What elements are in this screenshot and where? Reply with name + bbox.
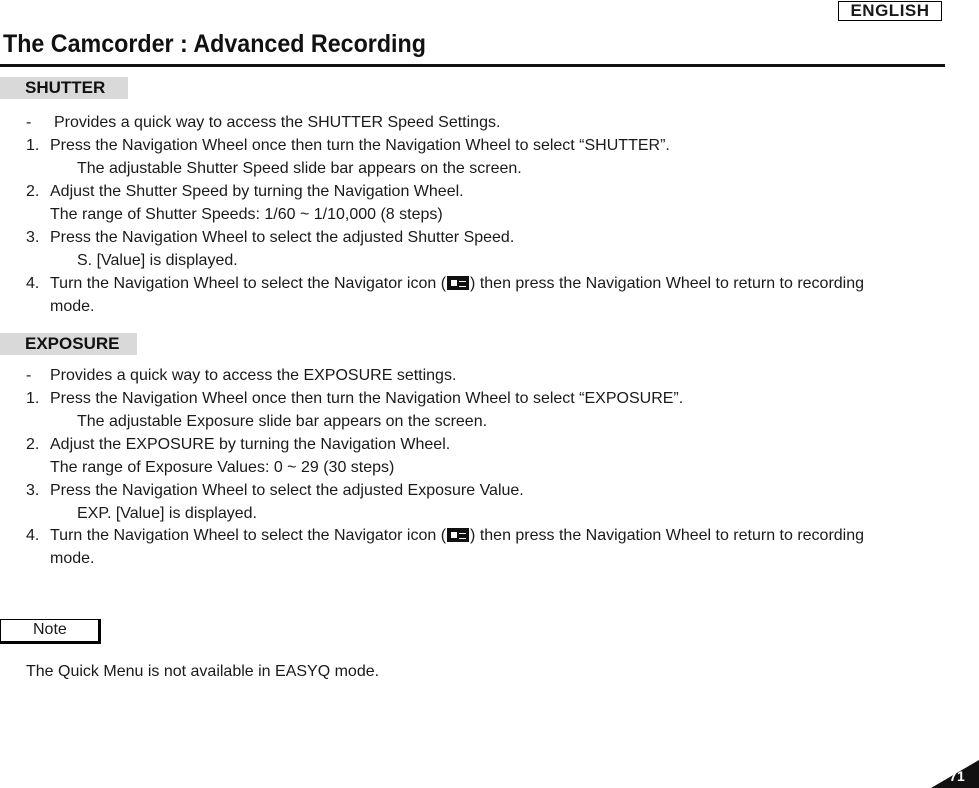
shutter-step-4-cont: mode. <box>50 298 95 315</box>
shutter-step-3-sub: S. [Value] is displayed. <box>77 252 238 269</box>
exposure-intro: - Provides a quick way to access the EXPOSURE settings. <box>26 367 457 384</box>
exposure-step-4-cont: mode. <box>50 550 95 567</box>
shutter-step-2: 2. Adjust the Shutter Speed by turning the Navigation Wheel. <box>26 183 464 200</box>
shutter-step-1-sub: The adjustable Shutter Speed slide bar appears on the screen. <box>77 160 522 177</box>
page-number: 71 <box>949 768 965 784</box>
exposure-step-1: 1. Press the Navigation Wheel once then turn the Navigation Wheel to select “EXPOSURE”. <box>26 390 684 407</box>
exposure-step-1-sub: The adjustable Exposure slide bar appears on the screen. <box>77 413 488 430</box>
navigator-icon <box>447 528 469 542</box>
exposure-step-3: 3. Press the Navigation Wheel to select the adjusted Exposure Value. <box>26 482 524 499</box>
page-title: The Camcorder : Advanced Recording <box>3 30 426 58</box>
exposure-step-2: 2. Adjust the EXPOSURE by turning the Navigation Wheel. <box>26 436 451 453</box>
exposure-step-2-sub: The range of Exposure Values: 0 ~ 29 (30 steps) <box>50 459 395 476</box>
section-heading-shutter: SHUTTER <box>0 77 128 99</box>
note-text: The Quick Menu is not available in EASYQ mode. <box>26 663 380 680</box>
shutter-step-1: 1. Press the Navigation Wheel once then turn the Navigation Wheel to select “SHUTTER”. <box>26 137 670 154</box>
exposure-step-3-sub: EXP. [Value] is displayed. <box>77 505 257 522</box>
shutter-step-3: 3. Press the Navigation Wheel to select the adjusted Shutter Speed. <box>26 229 515 246</box>
section-heading-exposure: EXPOSURE <box>0 333 137 355</box>
navigator-icon <box>447 276 469 290</box>
shutter-step-4: 4. Turn the Navigation Wheel to select the Navigator icon ( ) then press the Navigation Wheel to return to recording <box>26 275 865 292</box>
shutter-step-2-sub: The range of Shutter Speeds: 1/60 ~ 1/10,000 (8 steps) <box>50 206 443 223</box>
shutter-intro: - Provides a quick way to access the SHUTTER Speed Settings. <box>26 114 501 131</box>
exposure-step-4: 4. Turn the Navigation Wheel to select the Navigator icon ( ) then press the Navigation Wheel to return to recording <box>26 527 865 544</box>
language-badge: ENGLISH <box>838 1 942 21</box>
title-divider <box>0 64 945 67</box>
note-label: Note <box>0 619 101 644</box>
